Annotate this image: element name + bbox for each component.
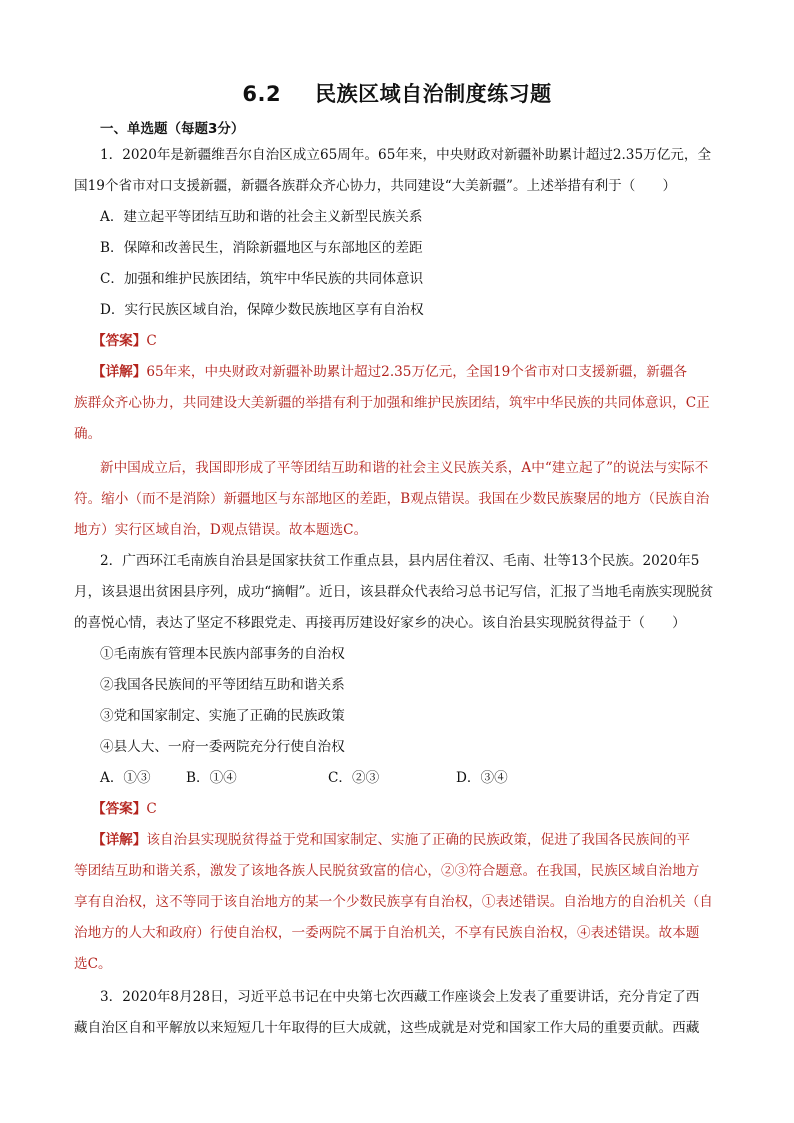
q1-detail-text-1: 65年来，中央财政对新疆补助累计超过2.35万亿元，全国19个省市对口支援新疆，新疆各 <box>146 364 688 380</box>
q1-option-c: C．加强和维护民族团结，筑牢中华民族的共同体意识 <box>100 271 424 287</box>
q2-detail-line-5: 选C。 <box>74 956 112 972</box>
q2-detail-line-3 <box>74 890 713 910</box>
section-heading: 一、单选题（每题3分） <box>100 121 245 137</box>
q1-stem-line-1: 1．2020年是新疆维吾尔自治区成立65周年。65年来，中央财政对新疆补助累计超过2.35万亿元，全 <box>100 147 712 163</box>
q2-detail-text-3b: 。自治地方的自治机关（自 <box>549 894 713 910</box>
q2-answer-tag: 【答案】 <box>92 801 147 817</box>
q1-analysis-line-1: 新中国成立后，我国即形成了平等团结互助和谐的社会主义民族关系，A中“建立起了”的说法与实际不 <box>100 460 709 476</box>
q2-item-3: ③党和国家制定、实施了正确的民族政策 <box>100 708 345 724</box>
q1-detail-line-3: 确。 <box>74 426 102 442</box>
q1-detail-line-1 <box>92 360 687 380</box>
q3-stem-line-1: 3．2020年8月28日，习近平总书记在中央第七次西藏工作座谈会上发表了重要讲话，充分肯定了西 <box>100 989 700 1005</box>
q2-choice-a: A．①③ <box>100 770 151 786</box>
q2-detail-line-1 <box>92 828 690 848</box>
q1-analysis-line-2: 符。缩小（而不是消除）新疆地区与东部地区的差距，B观点错误。我国在少数民族聚居的地方（民族自治 <box>74 491 710 507</box>
title-text: 民族区域自治制度练习题 <box>315 82 552 106</box>
q2-choice-b: B．①④ <box>186 770 237 786</box>
q1-option-b: B．保障和改善民生，消除新疆地区与东部地区的差距 <box>100 240 423 256</box>
q1-answer <box>92 329 157 349</box>
q2-detail-error-note: ①表述错误 <box>481 894 550 910</box>
q1-detail-line-2: 族群众齐心协力，共同建设大美新疆的举措有利于加强和维护民族团结，筑牢中华民族的共同体意识，C正 <box>74 395 710 411</box>
q2-stem-line-1: 2．广西环江毛南族自治县是国家扶贫工作重点县，县内居住着汉、毛南、壮等13个民族。2020年5 <box>100 553 700 569</box>
q1-answer-value: C <box>146 333 157 349</box>
q2-stem-line-3: 的喜悦心情，表达了坚定不移跟党走、再接再厉建设好家乡的决心。该自治县实现脱贫得益于（ ） <box>74 615 686 631</box>
q2-item-2: ②我国各民族间的平等团结互助和谐关系 <box>100 677 345 693</box>
q2-item-4: ④县人大、一府一委两院充分行使自治权 <box>100 739 345 755</box>
q2-detail-tag: 【详解】 <box>92 832 147 848</box>
q2-item-1: ①毛南族有管理本民族内部事务的自治权 <box>100 646 345 662</box>
q1-stem-line-2: 国19个省市对口支援新疆，新疆各族群众齐心协力，共同建设“大美新疆”。上述举措有利于（ ） <box>74 178 677 194</box>
q2-answer-value: C <box>146 801 157 817</box>
q2-stem-line-2: 月，该县退出贫困县序列，成功“摘帽”。近日，该县群众代表给习总书记写信，汇报了当地毛南族实现脱贫 <box>74 584 714 600</box>
q2-choice-d: D．③④ <box>456 770 508 786</box>
q1-option-a: A．建立起平等团结互助和谐的社会主义新型民族关系 <box>100 209 423 225</box>
q2-choice-c: C．②③ <box>328 770 380 786</box>
page-title <box>0 78 794 108</box>
q2-detail-line-2: 等团结互助和谐关系，激发了该地各族人民脱贫致富的信心，②③符合题意。在我国，民族区域自治地方 <box>74 863 700 879</box>
q2-answer <box>92 797 157 817</box>
q2-detail-text-1: 该自治县实现脱贫得益于党和国家制定、实施了正确的民族政策，促进了我国各民族间的平 <box>146 832 691 848</box>
q3-stem-line-2: 藏自治区自和平解放以来短短几十年取得的巨大成就，这些成就是对党和国家工作大局的重要贡献。西藏 <box>74 1020 700 1036</box>
q2-detail-line-4: 治地方的人大和政府）行使自治权，一委两院不属于自治机关，不享有民族自治权，④表述错误。故本题 <box>74 925 700 941</box>
q2-detail-text-3a: 享有自治权，这不等同于该自治地方的某一个少数民族享有自治权， <box>74 894 482 910</box>
q1-answer-tag: 【答案】 <box>92 333 147 349</box>
q1-option-d: D．实行民族区域自治，保障少数民族地区享有自治权 <box>100 302 424 318</box>
q1-detail-tag: 【详解】 <box>92 364 147 380</box>
title-number: 6.2 <box>242 82 282 106</box>
q1-analysis-line-3: 地方）实行区域自治，D观点错误。故本题选C。 <box>74 522 368 538</box>
